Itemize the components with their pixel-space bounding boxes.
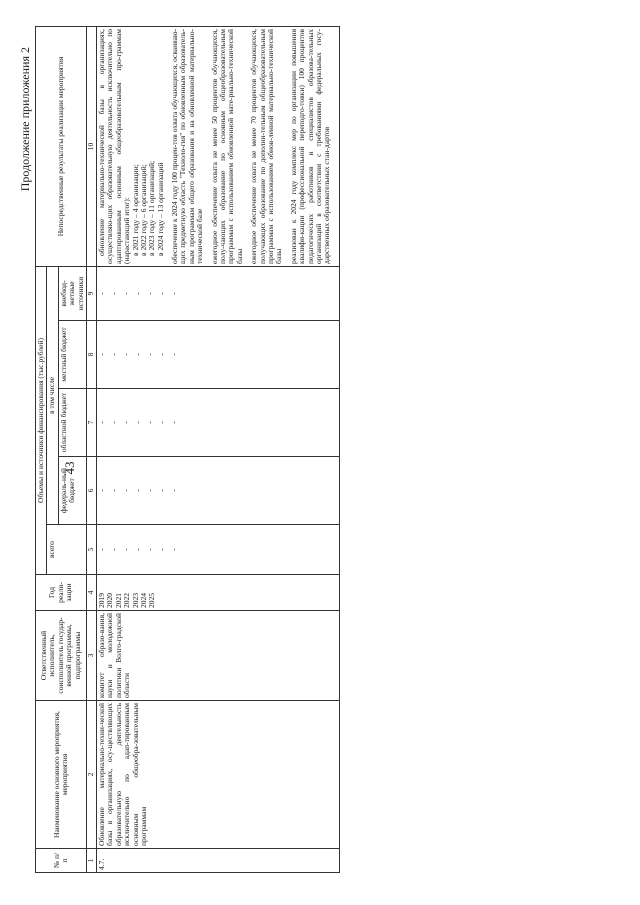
dash-value: - <box>132 489 142 492</box>
dash-value: - <box>156 353 166 356</box>
result-text: обновление материально-технической базы в организациях, осуществляю-щих образовательную деятельность исключительно по адаптированным основным общеобразовательным про-граммам (нарастающий итог): <box>96 28 132 264</box>
col-number: 10 <box>86 26 96 266</box>
dash-value: - <box>108 489 118 492</box>
header-name: Наименование основного мероприятия, мероприятия <box>36 701 87 849</box>
col-number: 3 <box>86 611 96 701</box>
col-number: 4 <box>86 575 96 611</box>
dash-value: - <box>120 421 130 424</box>
dash-value: - <box>108 421 118 424</box>
col-number: 1 <box>86 849 96 873</box>
dash-value: - <box>132 353 142 356</box>
dash-value: - <box>96 292 106 295</box>
dash-value: - <box>120 292 130 295</box>
header-total: всего <box>47 525 87 575</box>
dash-value: - <box>156 548 166 551</box>
header-federal: федераль-ный бюджет <box>58 457 86 525</box>
result-text: в 2023 году – 11 организаций; <box>147 160 157 256</box>
program-table <box>35 26 340 873</box>
dash-value: - <box>108 292 118 295</box>
dash-value: - <box>156 292 166 295</box>
result-text: в 2024 году – 13 организаций <box>155 162 165 256</box>
funding-regional <box>96 389 339 457</box>
result-text: ежегодное обеспечение охвата не менее 70 процентов обучающихся, получающих образование по дополни-тельным общеобразовательным программам с использованием обнов-ленной материально-технической базы <box>249 28 284 264</box>
rotated-page <box>0 25 620 895</box>
dash-value: - <box>96 353 106 356</box>
dash-value: - <box>144 353 154 356</box>
column-numbers-row <box>86 26 96 872</box>
header-regional: областной бюджет <box>58 389 86 457</box>
header-incl: в том числе <box>47 266 58 524</box>
header-local: местный бюджет <box>58 321 86 389</box>
col-number: 8 <box>86 321 96 389</box>
dash-value: - <box>168 548 178 551</box>
header-row-1 <box>36 26 47 872</box>
year-value: 2021 <box>113 593 123 608</box>
funding-local <box>96 321 339 389</box>
year-value: 2020 <box>105 593 115 608</box>
appendix-title: Продолжение приложения 2 <box>18 47 32 192</box>
col-number: 7 <box>86 389 96 457</box>
dash-value: - <box>168 421 178 424</box>
dash-value: - <box>96 489 106 492</box>
dash-value: - <box>120 353 130 356</box>
col-number: 6 <box>86 457 96 525</box>
year-value: 2025 <box>147 593 157 608</box>
year-value: 2023 <box>130 593 140 608</box>
funding-offbudget <box>96 266 339 320</box>
implementation-years <box>96 575 339 611</box>
funding-total <box>96 525 339 575</box>
dash-value: - <box>120 489 130 492</box>
header-year: Год реали-зации <box>36 575 87 611</box>
row-number: 4.7. <box>96 849 339 873</box>
header-num: № п/п <box>36 849 87 873</box>
dash-value: - <box>156 421 166 424</box>
dash-value: - <box>96 548 106 551</box>
dash-value: - <box>132 548 142 551</box>
dash-value: - <box>144 489 154 492</box>
result-text: обеспечение к 2024 году 100 процен-тов охвата обучающихся, осваиваю-щих предметную область "Техноло-гия" по обновленным образователь-ным программам общего образования и на обновленной материально-технической базе <box>170 28 205 264</box>
year-value: 2022 <box>122 593 132 608</box>
dash-value: - <box>132 292 142 295</box>
dash-value: - <box>120 548 130 551</box>
page-number: 43 <box>62 461 77 475</box>
year-value: 2019 <box>96 593 106 608</box>
measure-name: Обновление материально-техни-ческой базы в организациях, осу-ществляющих образовательную деятельность исключительно по адап-тированным основным общеобра-зовательным программам <box>96 701 339 849</box>
header-offbudget: внебюд-жетные источники <box>58 266 86 320</box>
dash-value: - <box>96 421 106 424</box>
dash-value: - <box>144 548 154 551</box>
dash-value: - <box>156 489 166 492</box>
dash-value: - <box>108 548 118 551</box>
header-funding: Объемы и источники финансирования (тыс.рублей) <box>36 266 47 574</box>
measure-results <box>96 26 339 266</box>
dash-value: - <box>168 292 178 295</box>
col-number: 5 <box>86 525 96 575</box>
result-text: в 2021 году – 4 организации; <box>130 164 140 256</box>
result-text: в 2022 году – 6 организаций; <box>138 164 148 256</box>
funding-federal <box>96 457 339 525</box>
header-results: Непосредственные результаты реализации мероприятия <box>36 26 87 266</box>
dash-value: - <box>132 421 142 424</box>
responsible-executor: комитет образо-вания, науки и молодежной политики Волго-градской области <box>96 611 339 701</box>
table-row <box>96 26 339 872</box>
col-number: 2 <box>86 701 96 849</box>
dash-value: - <box>144 421 154 424</box>
dash-value: - <box>144 292 154 295</box>
dash-value: - <box>168 489 178 492</box>
result-text: ежегодное обеспечение охвата не менее 50 процентов обучающихся, полу-чающих образование по основным общеобразовательным программам с использованием обновленной мате-риально-технической базы <box>209 28 244 264</box>
header-executor: Ответственный исполнитель, соисполнитель государ-венной программы, подпрограммы <box>36 611 87 701</box>
result-block <box>98 29 165 264</box>
dash-value: - <box>168 353 178 356</box>
dash-value: - <box>108 353 118 356</box>
result-text: реализован к 2024 году комплекс мер по организации повышения квалифи-кации (профессиональной переподго-товки) 100 процентов педагогических работников и специалистов образова-тельных организаций в соответствии с требованиями федеральных госу-дарственных образовательных стан-дартов <box>288 28 332 264</box>
col-number: 9 <box>86 266 96 320</box>
year-value: 2024 <box>138 593 148 608</box>
